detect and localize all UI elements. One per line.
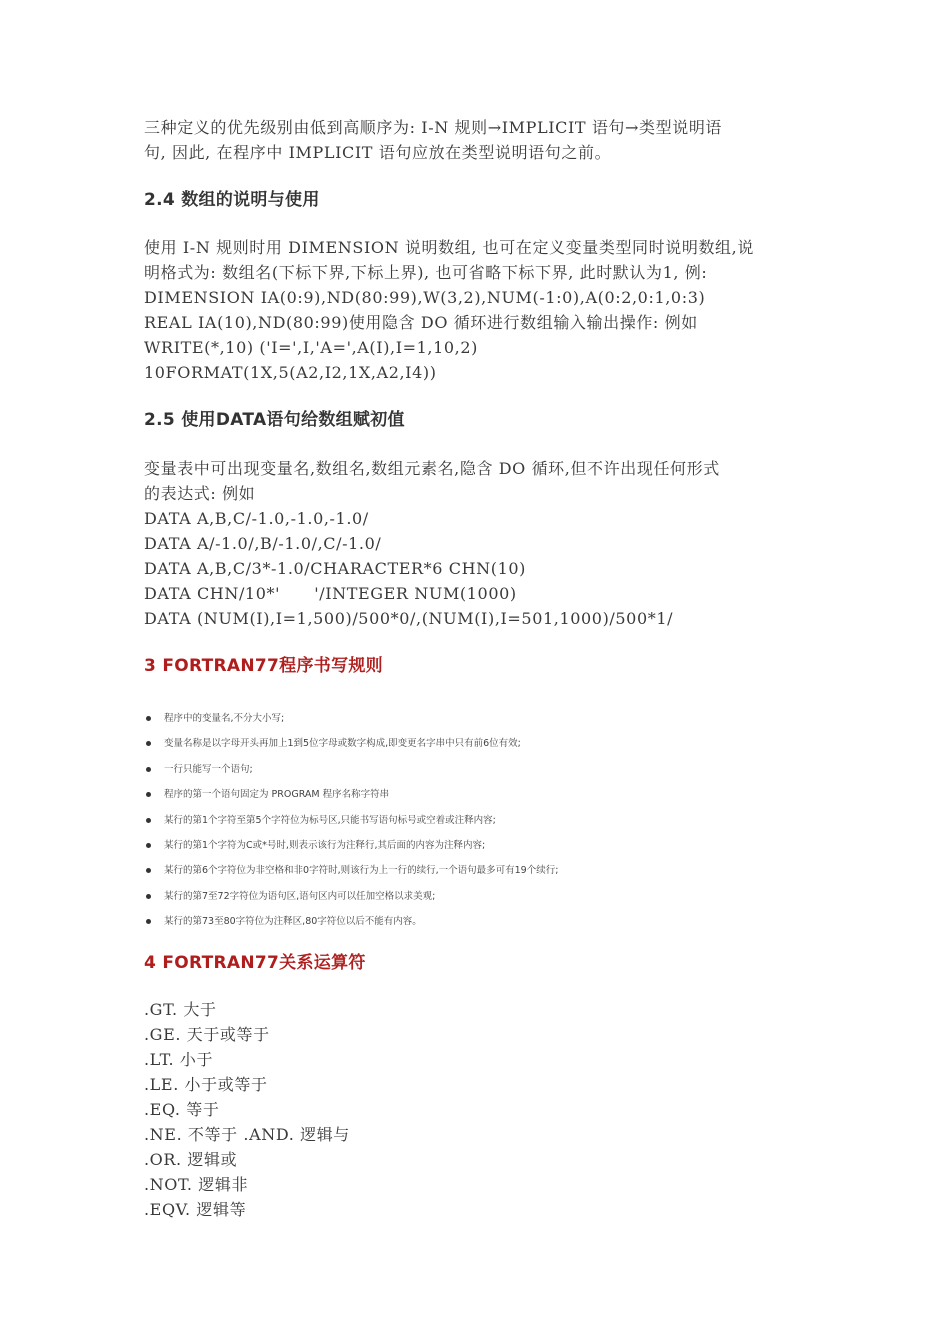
section-2-5-line: 的表达式: 例如 bbox=[144, 484, 256, 503]
operator-line: .EQV. 逻辑等 bbox=[144, 1200, 247, 1219]
list-item bbox=[144, 757, 814, 782]
operator-line: .NOT. 逻辑非 bbox=[144, 1175, 249, 1194]
operator-line: .OR. 逻辑或 bbox=[144, 1150, 238, 1169]
section-2-4-line: WRITE(*,10) ('I=',I,'A=',A(I),I=1,10,2) bbox=[144, 338, 478, 357]
section-2-5-heading: 2.5 使用DATA语句给数组赋初值 bbox=[144, 410, 405, 430]
section-2-4-line: DIMENSION IA(0:9),ND(80:99),W(3,2),NUM(-1:0),A(0:2,0:1,0:3) bbox=[144, 288, 706, 307]
section-4-heading: 4 FORTRAN77关系运算符 bbox=[144, 953, 366, 973]
list-item bbox=[144, 782, 814, 807]
intro-line-1: 三种定义的优先级别由低到高顺序为: I-N 规则→IMPLICIT 语句→类型说明语 bbox=[144, 118, 723, 137]
operator-line: .LT. 小于 bbox=[144, 1050, 214, 1069]
operator-line: .GE. 天于或等于 bbox=[144, 1025, 270, 1044]
bullet-dot-icon bbox=[146, 894, 151, 899]
intro-paragraph bbox=[144, 115, 814, 165]
list-item-text: 程序的第一个语句固定为 PROGRAM 程序名称字符串 bbox=[164, 789, 390, 801]
list-item bbox=[144, 909, 814, 934]
section-2-4-line: 10FORMAT(1X,5(A2,I2,1X,A2,I4)) bbox=[144, 363, 437, 382]
section-4-operators bbox=[144, 997, 814, 1222]
section-2-5-line: DATA A,B,C/-1.0,-1.0,-1.0/ bbox=[144, 509, 369, 528]
section-3-heading: 3 FORTRAN77程序书写规则 bbox=[144, 656, 383, 676]
section-2-5-line: DATA CHN/10*' '/INTEGER NUM(1000) bbox=[144, 584, 517, 603]
bullet-dot-icon bbox=[146, 868, 151, 873]
list-item bbox=[144, 858, 814, 883]
list-item bbox=[144, 706, 814, 731]
intro-line-2: 句, 因此, 在程序中 IMPLICIT 语句应放在类型说明语句之前。 bbox=[144, 143, 612, 162]
list-item-text: 变量名称是以字母开头再加上1到5位字母或数字构成,即变更名字串中只有前6位有效; bbox=[164, 738, 521, 750]
list-item-text: 某行的第1个字符至第5个字符位为标号区,只能书写语句标号或空着或注释内容; bbox=[164, 814, 496, 826]
operator-line: .GT. 大于 bbox=[144, 1000, 217, 1019]
list-item bbox=[144, 731, 814, 756]
section-2-4-line: 明格式为: 数组名(下标下界,下标上界), 也可省略下标下界, 此时默认为1, 例: bbox=[144, 263, 708, 282]
section-2-5-body bbox=[144, 456, 814, 631]
bullet-dot-icon bbox=[146, 741, 151, 746]
list-item-text: 某行的第1个字符为C或*号时,则表示该行为注释行,其后面的内容为注释内容; bbox=[164, 839, 486, 851]
section-2-5-line: DATA A,B,C/3*-1.0/CHARACTER*6 CHN(10) bbox=[144, 559, 526, 578]
list-item-text: 一行只能写一个语句; bbox=[164, 763, 253, 775]
operator-line: .NE. 不等于 .AND. 逻辑与 bbox=[144, 1125, 350, 1144]
bullet-dot-icon bbox=[146, 716, 151, 721]
operator-line: .LE. 小于或等于 bbox=[144, 1075, 268, 1094]
section-2-4-heading: 2.4 数组的说明与使用 bbox=[144, 190, 320, 210]
bullet-dot-icon bbox=[146, 767, 151, 772]
list-item-text: 某行的第7至72字符位为语句区,语句区内可以任加空格以求美观; bbox=[164, 890, 436, 902]
bullet-dot-icon bbox=[146, 919, 151, 924]
list-item-text: 程序中的变量名,不分大小写; bbox=[164, 713, 285, 724]
section-2-5-line: DATA A/-1.0/,B/-1.0/,C/-1.0/ bbox=[144, 534, 382, 553]
list-item bbox=[144, 808, 814, 833]
bullet-dot-icon bbox=[146, 792, 151, 797]
bullet-dot-icon bbox=[146, 818, 151, 823]
section-3-rules-list bbox=[144, 706, 814, 935]
section-2-4-line: 使用 I-N 规则时用 DIMENSION 说明数组, 也可在定义变量类型同时说明数组,说 bbox=[144, 238, 754, 257]
list-item-text: 某行的第73至80字符位为注释区,80字符位以后不能有内容。 bbox=[164, 916, 422, 928]
section-2-4-body bbox=[144, 235, 814, 385]
bullet-dot-icon bbox=[146, 843, 151, 848]
section-2-5-line: 变量表中可出现变量名,数组名,数组元素名,隐含 DO 循环,但不许出现任何形式 bbox=[144, 459, 720, 478]
operator-line: .EQ. 等于 bbox=[144, 1100, 220, 1119]
list-item bbox=[144, 884, 814, 909]
list-item bbox=[144, 833, 814, 858]
section-2-4-line: REAL IA(10),ND(80:99)使用隐含 DO 循环进行数组输入输出操作: 例如 bbox=[144, 313, 698, 332]
section-2-5-line: DATA (NUM(I),I=1,500)/500*0/,(NUM(I),I=501,1000)/500*1/ bbox=[144, 609, 674, 628]
list-item-text: 某行的第6个字符位为非空格和非0字符时,则该行为上一行的续行,一个语句最多可有19个续行; bbox=[164, 865, 559, 877]
